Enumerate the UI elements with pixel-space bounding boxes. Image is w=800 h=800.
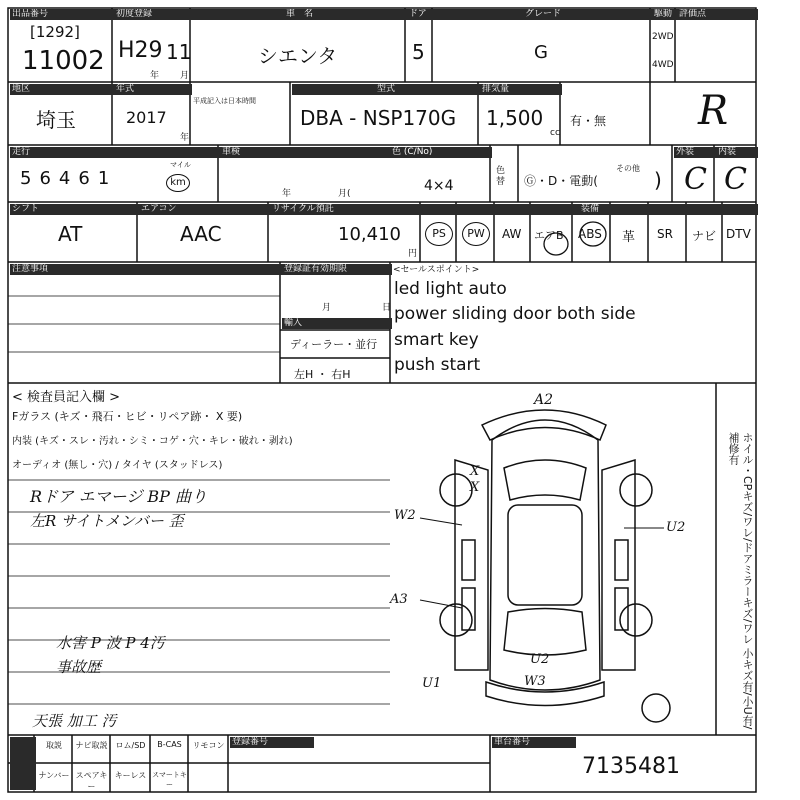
bottom-option: B-CAS (157, 740, 182, 749)
drive-2wd: 2WD (652, 32, 674, 42)
handwritten-note: 天張 加工 汚 (32, 712, 117, 730)
first-reg-era: H29 (118, 38, 163, 63)
equip-leather: 革 (622, 230, 636, 245)
equip-ps: PS (425, 222, 453, 246)
import-route: ディーラー・並行 (290, 338, 378, 351)
inspector-line: 内装 (キズ・スレ・汚れ・シミ・コゲ・穴・キレ・破れ・剥れ) (12, 436, 293, 447)
displacement-unit: cc (550, 128, 560, 138)
mileage-header: 走行 (10, 147, 220, 158)
car-name-header: 車 名 (192, 9, 407, 20)
color-header: 色 (C/No) (390, 147, 490, 158)
int-score: C (724, 162, 747, 197)
int-header: 内装 (716, 147, 758, 158)
aircon-header: エアコン (139, 204, 270, 215)
sales-point: led light auto (394, 279, 507, 299)
diagram-label: W2 (394, 508, 416, 523)
diagram-label: U2 (666, 520, 686, 535)
notes-header: 注意事項 (10, 264, 282, 275)
diagram-label: X (470, 480, 480, 495)
diagram-label: A3 (390, 592, 408, 607)
model-year: 2017 (126, 108, 167, 127)
registration-doc-month: 月 (322, 303, 332, 313)
score: R (698, 88, 729, 134)
diagram-label: U1 (422, 676, 442, 691)
equip-pw: PW (462, 222, 490, 246)
color-other-close: ) (654, 168, 662, 192)
first-reg-month: 11 (166, 40, 192, 64)
area-header: 地区 (10, 84, 114, 95)
ext-header: 外装 (674, 147, 716, 158)
handwritten-note: 水害 P 波 P 4汚 (56, 634, 165, 652)
equip-sr: SR (657, 227, 673, 241)
handwritten-note: Rドア エマージ BP 曲り (30, 487, 208, 506)
shift-header: シフト (10, 204, 139, 215)
mileage-digit: 6 (39, 168, 59, 189)
shaken-tsuki: 月( (338, 189, 351, 199)
shift: AT (58, 222, 83, 246)
sunroof-options: Ⓖ・D・電動( (524, 174, 598, 188)
chassis-number: 7135481 (582, 754, 680, 779)
diagram-label: U2 (530, 652, 550, 667)
ext-score: C (684, 162, 707, 197)
sales-point: power sliding door both side (394, 304, 636, 324)
bottom-option: ナンバー (38, 771, 70, 780)
bottom-option: スマートキー (152, 771, 187, 789)
mileage-digit: 1 (97, 168, 118, 189)
handwritten-note: 事故歴 (56, 658, 102, 676)
displacement-value: 1,500 (486, 106, 544, 130)
first-reg-nen: 年 (150, 71, 160, 81)
area: 埼玉 (36, 108, 76, 132)
recycle-fee-unit: 円 (408, 249, 418, 259)
bottom-option: リモコン (192, 741, 225, 750)
bottom-option: 取説 (46, 741, 62, 750)
inspector-line: オーディオ (無し・穴) / タイヤ (スタッドレス) (12, 460, 223, 471)
model-year-nen: 年 (180, 133, 190, 143)
bottom-option: ロム/SD (115, 741, 146, 750)
bottom-option: ナビ取説 (75, 741, 108, 750)
diagram-label: A2 (534, 392, 554, 408)
model-code: DBA - NSP170G (300, 106, 457, 130)
color-other: その他 (616, 164, 640, 173)
equip-abs: ABS (578, 227, 602, 241)
registration-doc-day: 日 (382, 303, 392, 313)
sales-points-header: <セールスポイント> (393, 265, 480, 275)
equipment-header: 装備 (422, 204, 758, 215)
mileage-unit-mile: マイル (170, 161, 191, 169)
mileage-digit: 4 (58, 168, 79, 189)
grade-header: グレード (434, 9, 652, 20)
import-header: 輸入 (282, 318, 392, 329)
drive-header: 駆動 (652, 9, 677, 20)
doors: 5 (412, 40, 425, 64)
mileage-digit: 5 (20, 168, 40, 189)
turbo: 有・無 (570, 114, 607, 128)
aircon: AAC (180, 222, 222, 246)
equip-dtv: DTV (726, 227, 751, 241)
recycle-fee: 10,410 (338, 224, 401, 245)
grade: G (534, 42, 548, 63)
recycle-header: リサイクル預託 (270, 204, 422, 215)
model-year-header: 年式 (114, 84, 192, 95)
model-code-header: 型式 (292, 84, 480, 95)
car-name: シエンタ (258, 44, 338, 68)
mileage-digits (20, 168, 117, 189)
handle-side: 左H ・ 右H (294, 368, 351, 381)
equip-aw: AW (502, 227, 522, 241)
mileage-unit-km: km (166, 174, 190, 192)
eval-header: 評価点 (677, 9, 758, 20)
bottom-side-header (10, 737, 36, 790)
equip-navi: ナビ (692, 229, 717, 243)
lot-bracket: [1292] (30, 23, 80, 41)
bottom-option: キーレス (114, 771, 147, 780)
shaken-nen: 年 (282, 189, 292, 199)
lot-header: 出品番号 (10, 9, 114, 20)
inspector-line: Fガラス (キズ・飛石・ヒビ・リペア跡・ X 要) (12, 410, 243, 423)
first-reg-tsuki: 月 (180, 71, 190, 81)
mileage-digit: 6 (78, 168, 98, 189)
first-reg-header: 初度登録 (114, 9, 192, 20)
diagram-label: W3 (524, 674, 546, 689)
sales-point: smart key (394, 330, 479, 350)
doors-header: ドア (407, 9, 434, 20)
bottom-option: スペアキー (75, 771, 108, 791)
inspector-header: < 検査員記入欄 > (12, 390, 121, 405)
lot-number: 11002 (22, 46, 105, 76)
right-side-note: ホイル・CPキズ/ワレ/ドアミラーキズ/ワレ 小キズ有/小U有/補修有 (727, 432, 754, 730)
handwritten-note: 左R サイトメンバー 歪 (30, 512, 184, 530)
registration-doc-header: 登録証有効期限 (282, 264, 392, 275)
color-code: 4×4 (424, 178, 454, 194)
reg-no-header: 登録番号 (230, 737, 314, 748)
equip-airbag: エアB (534, 229, 564, 242)
displacement-header: 排気量 (480, 84, 562, 95)
diagram-label: X (470, 464, 480, 479)
drive-4wd: 4WD (652, 60, 674, 70)
sales-point: push start (394, 355, 481, 375)
chassis-header: 車台番号 (492, 737, 576, 748)
color-change: 色替 (496, 166, 506, 187)
model-year-note: 平成記入は日本時間 (193, 97, 256, 105)
shaken-header: 車検 (220, 147, 492, 158)
